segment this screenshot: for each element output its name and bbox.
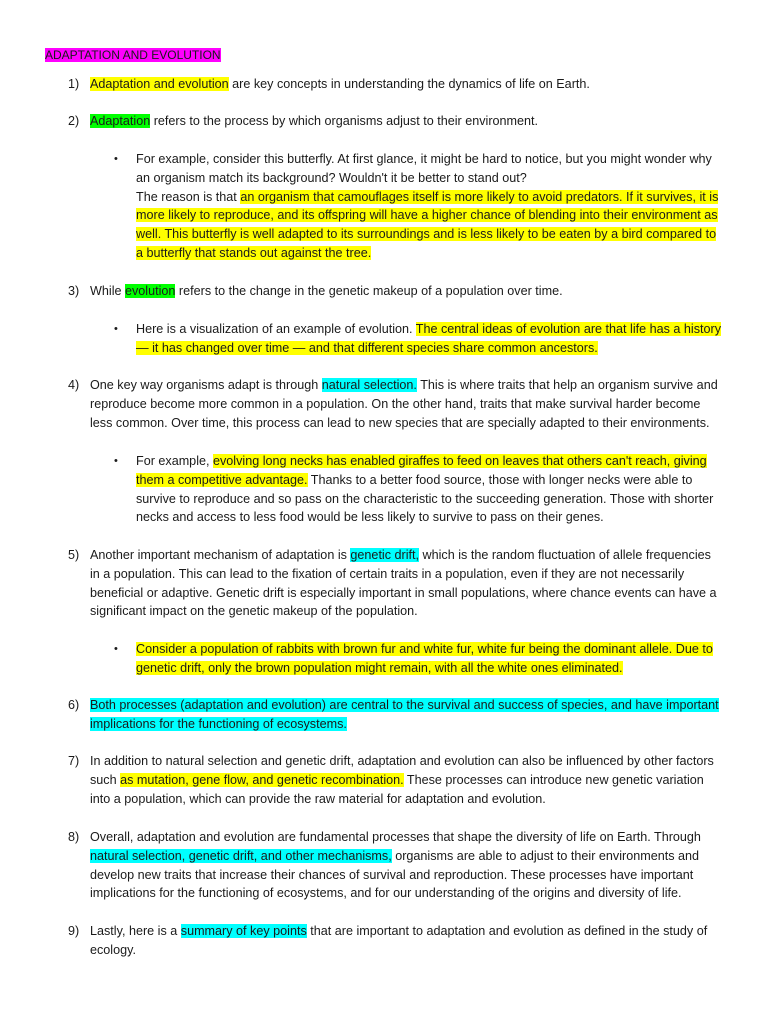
list-item-5 [68,546,720,621]
bullet-icon: • [114,455,118,467]
item-text: While [90,284,125,298]
item-text: In addition to natural selection and genetic drift, adaptation and evolution can also be influenced by other factors such [90,754,714,787]
bullet-item-2 [114,150,724,263]
item-text: which is the random fluctuation of allele frequencies in a population. This can lead to the fixation of certain traits in a population, even if they are not necessarily beneficial or adaptive. Genetic drift is especially important in small populations, where chance events can have a significant impact on the genetic makeup of the population. [90,548,717,619]
item-text: Another important mechanism of adaptation is [90,548,351,562]
highlight: evolving long necks has enabled giraffes to feed on leaves that others can't reach, giving them a competitive advantage. [136,454,707,487]
item-number: 1) [68,77,80,91]
highlight: Adaptation [90,114,151,128]
item-text: Here is a visualization of an example of evolution. [136,322,416,336]
item-number: 9) [68,924,80,938]
item-text: Thanks to a better food source, those with longer necks were able to survive to reproduce and so pass on the characteristic to the succeeding generation. Those with shorter necks and access to less food would be less likely to survive to pass on their genes. [136,472,714,525]
item-number: 6) [68,698,80,712]
highlight: summary of key points [180,924,307,938]
bullet-item-4 [114,452,724,527]
highlight: Consider a population of rabbits with brown fur and white fur, white fur being the dominant allele. Due to genetic drift, only the brown population might remain, with all the white ones eliminated. [136,642,713,675]
item-text: One key way organisms adapt is through [90,378,322,392]
bullet-icon: • [114,643,118,655]
bullet-item-5 [114,640,724,678]
highlight: natural selection, genetic drift, and other mechanisms, [90,848,392,863]
highlight: natural selection. [321,378,417,392]
item-text: This is where traits that help an organism survive and reproduce become more common in a population. On the other hand, traits that make survival harder become less common. Over time, this process can lead to new species that are specially adapted to their environments. [90,378,718,430]
item-text: refers to the process by which organisms adjust to their environment. [150,114,539,128]
list-item-7 [68,752,720,808]
item-number: 4) [68,378,80,392]
list-item-9 [68,922,720,960]
item-text: that are important to adaptation and evolution as defined in the study of ecology. [90,924,708,957]
title-text: ADAPTATION AND EVOLUTION [45,48,221,62]
item-text: These processes can introduce new genetic variation into a population, which can provide the raw material for adaptation and evolution. [90,772,704,806]
list-item-2 [68,112,720,131]
item-number: 7) [68,754,80,768]
item-text: For example, [136,454,213,468]
item-number: 5) [68,548,80,562]
highlight: an organism that camouflages itself is more likely to avoid predators. If it survives, it is more likely to reproduce, and its offspring will have a higher chance of blending into their environment as well. This butterfly is well adapted to its surroundings and is less likely to be eaten by a bird compared to a butterfly that stands out against the tree. [136,189,719,260]
list-item-6 [68,696,720,734]
bullet-icon: • [114,323,118,335]
item-number: 8) [68,830,80,844]
item-text: are key concepts in understanding the dynamics of life on Earth. [228,77,590,91]
item-text: For example, consider this butterfly. At first glance, it might be hard to notice, but you might wonder why an organism match its background? Wouldn't it be better to stand out? [136,152,712,185]
highlight: Both processes (adaptation and evolution) are central to the survival and success of species, and have important implications for the functioning of ecosystems. [90,698,719,731]
highlight: evolution [125,284,176,298]
item-text: The reason is that [136,189,241,204]
highlight: genetic drift, [350,548,420,562]
bullet-icon: • [114,153,118,165]
highlight: as mutation, gene flow, and genetic recombination. [120,772,404,787]
item-text: refers to the change in the genetic makeup of a population over time. [175,284,563,298]
list-item-1 [68,75,720,94]
list-item-3 [68,282,720,301]
bullet-item-3 [114,320,724,358]
item-number: 2) [68,114,80,128]
item-text: organisms are able to adjust to their environments and develop new traits that increase their chances of survival and reproduction. These processes have important implications for the functioning of ecosystems, and for our understanding of the origins and diversity of life. [90,848,700,901]
document-title [45,47,221,63]
item-text: Lastly, here is a [90,924,181,938]
highlight: Adaptation and evolution [90,77,229,91]
highlight: The central ideas of evolution are that life has a history — it has changed over time — and that different species share common ancestors. [136,322,722,355]
list-item-8 [68,828,720,903]
list-item-4 [68,376,720,432]
item-text: Overall, adaptation and evolution are fundamental processes that shape the diversity of life on Earth. Through [90,830,701,844]
item-number: 3) [68,284,80,298]
